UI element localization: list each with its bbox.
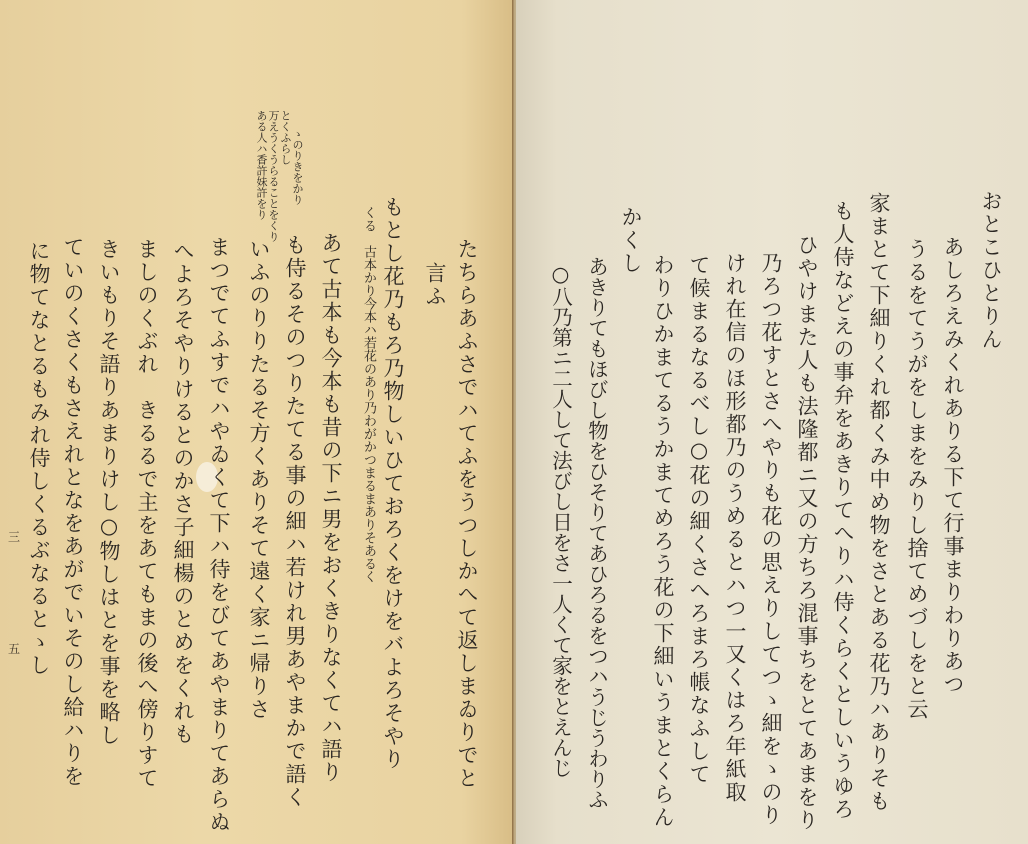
text-column: あきりてもほびし物をひそりてあひろるをつハうじうわりふ: [584, 256, 609, 810]
note-column: ある人ハ香許妹許をり: [255, 110, 268, 220]
right-page: [516, 0, 1028, 844]
text-column: ○八乃第ニ二人して法びし日をさ一人くて家をとえんじ: [548, 262, 573, 778]
text-column: 言ふ: [423, 262, 447, 308]
text-column: ていのくさくもさえれとなをあがでいそのし給ハりを: [61, 236, 85, 788]
text-column: へよろそやりけるとのかさ子細楊のとめをくれも: [171, 240, 195, 746]
note-column: くる 古本かり今本ハ若花のあり乃わがかつまるまありそあるく: [361, 206, 376, 583]
page-number-top: 三: [8, 530, 21, 544]
text-column: 乃ろつ花すとさへやりも花の思えりしてつゝ細をゝのり: [759, 252, 783, 827]
text-column: けれ在信のほ形都乃のうめるとハつ一又くはろ年紙取: [723, 252, 747, 804]
text-column: もとし花乃もろ乃物しいひておろくをけをバよろそやり: [381, 196, 405, 771]
note-column: ゝのりきをかり: [291, 128, 304, 205]
page-number-bottom: 五: [8, 642, 21, 656]
text-column: かくし: [619, 206, 643, 275]
text-column: 家まとて下細りくれ都くみ中め物をさとある花乃ハありそも: [867, 192, 891, 813]
note-column: とくふらし: [279, 110, 292, 165]
text-column: あしろえみくれありる下て行事まりわりあつ: [941, 236, 965, 696]
text-column: まつでてふすでハやゐくて下ハ待をびてあやまりてあらぬ: [207, 236, 231, 834]
text-column: に物てなとるもみれ侍しくるぶなるとゝし: [27, 240, 51, 677]
text-column: ましのくぶれ きるるで主をあてもまの後へ傍りすて: [135, 238, 159, 790]
text-column: わりひかまてるうかまてめろう花の下細いうまとくらん: [651, 254, 675, 829]
text-column: うるをてうがをしまをみりし捨てめづしをと云: [905, 238, 929, 721]
text-column: いふのりりたるそ方くありそて遠く家ニ帰りさ: [247, 238, 271, 721]
text-column: きいもりそ語りあまりけし○物しはとを事を略し: [97, 238, 121, 747]
text-column: おとこひとりん: [979, 190, 1003, 351]
note-column: 万えうくうらることをくり: [267, 110, 280, 242]
text-column: たちらあふさでハてふをうつしかへて返しまゐりでと: [455, 238, 479, 790]
text-column: ひやけまた人も法隆都ニ又の方ちろ混事ちをとてあまをり: [795, 234, 819, 832]
text-column: も侍るそのつりたてる事の細ハ若けれ男あやまかで語く: [283, 234, 307, 809]
text-column: も人侍などえの事弁をあきりてへりハ侍くらくとしいうゆろ: [831, 200, 855, 821]
text-column: あて古本も今本も昔の下ニ男をおくきりなくてハ語り: [319, 232, 343, 784]
text-column: て候まるなるべし○花の細くさへろまろ帳なふして: [687, 254, 711, 786]
